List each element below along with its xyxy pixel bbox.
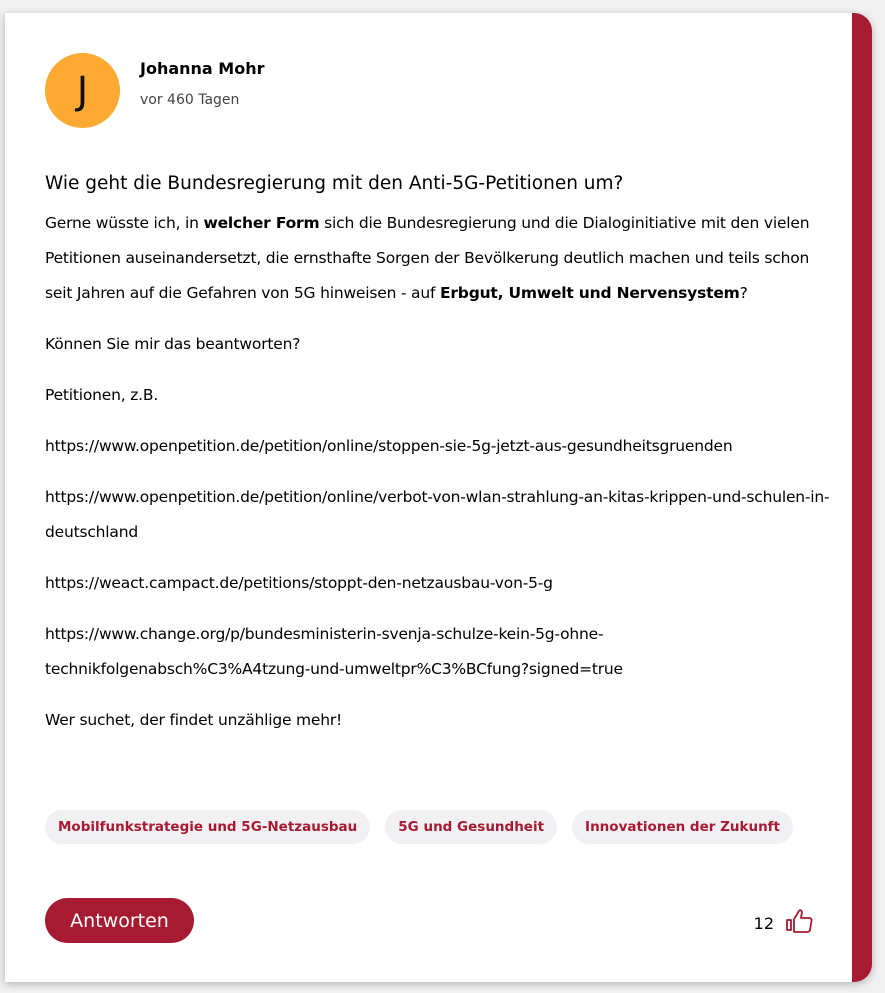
petition-link[interactable]: https://weact.campact.de/petitions/stoppt-den-netzausbau-von-5-g xyxy=(45,574,553,592)
tag[interactable]: Mobilfunkstrategie und 5G-Netzausbau xyxy=(45,810,370,844)
paragraph: Wer suchet, der findet unzählige mehr! xyxy=(45,711,343,729)
tag-list xyxy=(45,810,793,844)
like-count: 12 xyxy=(753,913,774,933)
avatar: J xyxy=(45,53,120,128)
post-date: vor 460 Tagen xyxy=(140,92,240,108)
reply-button[interactable]: Antworten xyxy=(45,898,194,943)
petition-link[interactable]: https://www.openpetition.de/petition/online/verbot-von-wlan-strahlung-an-kitas-krippen-und-schulen-in-deutschland xyxy=(45,488,830,541)
petition-link[interactable]: https://www.openpetition.de/petition/online/stoppen-sie-5g-jetzt-aus-gesundheitsgruenden xyxy=(45,437,733,455)
tag[interactable]: 5G und Gesundheit xyxy=(385,810,557,844)
thumbs-up-icon[interactable] xyxy=(786,908,814,938)
post-body xyxy=(45,206,835,754)
post-card xyxy=(5,13,872,982)
tag[interactable]: Innovationen der Zukunft xyxy=(572,810,793,844)
paragraph: Petitionen, z.B. xyxy=(45,386,159,404)
paragraph: Können Sie mir das beantworten? xyxy=(45,335,301,353)
petition-link[interactable]: https://www.change.org/p/bundesministerin-svenja-schulze-kein-5g-ohne-technikfolgenabsch%C3%A4tzung-und-umweltpr%C3%BCfung?signed=true xyxy=(45,625,623,678)
author-name: Johanna Mohr xyxy=(140,59,265,78)
post-title: Wie geht die Bundesregierung mit den Anti-5G-Petitionen um? xyxy=(45,173,624,194)
like-area xyxy=(754,908,814,938)
paragraph: Gerne wüsste ich, in welcher Form sich die Bundesregierung und die Dialoginitiative mit den vielen Petitionen auseinandersetzt, die ernsthafte Sorgen der Bevölkerung deutlich machen und teils schon seit Jahren auf die Gefahren von 5G hinweisen - auf Erbgut, Umwelt und Nervensystem? xyxy=(45,214,810,302)
